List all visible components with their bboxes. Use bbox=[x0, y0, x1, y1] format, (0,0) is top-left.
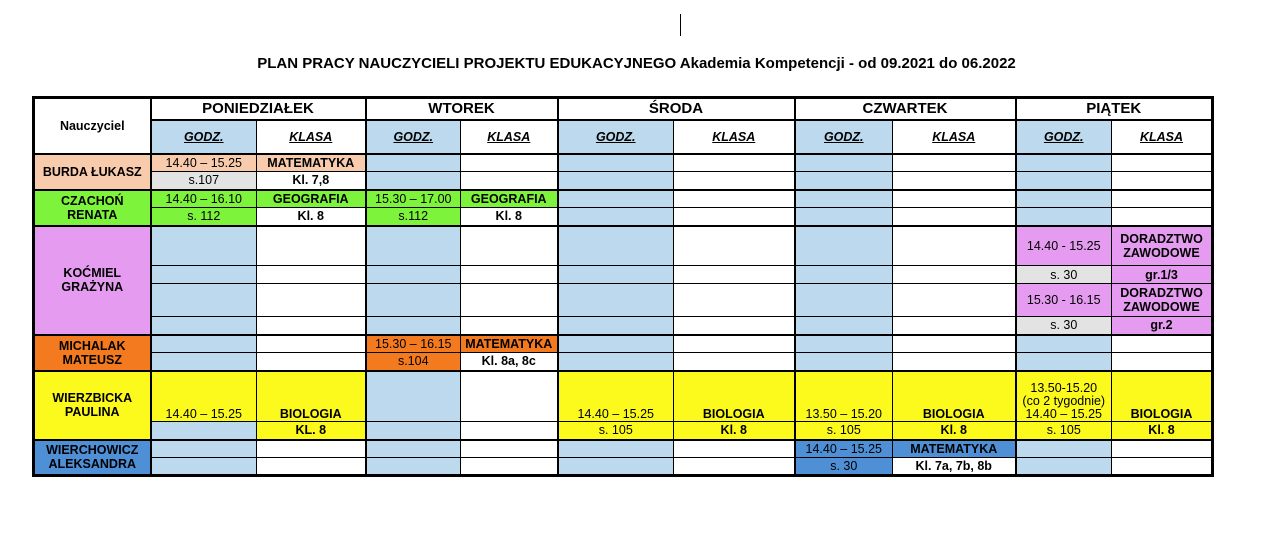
empty-class-cell bbox=[1112, 440, 1213, 458]
empty-time-cell bbox=[558, 190, 674, 208]
time-cell: 14.40 – 15.25 bbox=[558, 371, 674, 422]
class-cell: gr.2 bbox=[1112, 317, 1213, 335]
subject-cell: GEOGRAFIA bbox=[461, 190, 558, 208]
empty-time-cell bbox=[795, 266, 893, 284]
teacher-name: WIERZBICKA PAULINA bbox=[34, 371, 151, 440]
empty-time-cell bbox=[558, 353, 674, 371]
empty-time-cell bbox=[558, 208, 674, 226]
empty-time-cell bbox=[151, 266, 257, 284]
empty-class-cell bbox=[1112, 154, 1213, 172]
teacher-name: KOĆMIEL GRAŻYNA bbox=[34, 226, 151, 335]
day-header-wednesday: ŚRODA bbox=[558, 98, 795, 120]
godz-header: GODZ. bbox=[1016, 120, 1112, 154]
teacher-column-header: Nauczyciel bbox=[34, 98, 151, 154]
empty-time-cell bbox=[366, 172, 461, 190]
room-cell: s.104 bbox=[366, 353, 461, 371]
time-cell: 14.40 – 16.10 bbox=[151, 190, 257, 208]
empty-time-cell bbox=[366, 317, 461, 335]
day-header-tuesday: WTOREK bbox=[366, 98, 558, 120]
empty-class-cell bbox=[257, 458, 366, 476]
table-row bbox=[34, 422, 1213, 440]
time-cell: 15.30 – 17.00 bbox=[366, 190, 461, 208]
empty-time-cell bbox=[558, 266, 674, 284]
time-cell: 15.30 – 16.15 bbox=[366, 335, 461, 353]
empty-class-cell bbox=[461, 317, 558, 335]
empty-time-cell bbox=[795, 353, 893, 371]
table-row bbox=[34, 458, 1213, 476]
empty-class-cell bbox=[674, 317, 795, 335]
empty-class-cell bbox=[893, 172, 1016, 190]
class-cell: Kl. 7a, 7b, 8b bbox=[893, 458, 1016, 476]
day-header-friday: PIĄTEK bbox=[1016, 98, 1213, 120]
empty-class-cell bbox=[461, 458, 558, 476]
time-range: 14.40 – 15.25 bbox=[1025, 407, 1102, 421]
schedule-table bbox=[32, 96, 1214, 477]
time-cell: 14.40 - 15.25 bbox=[1016, 226, 1112, 266]
day-header-thursday: CZWARTEK bbox=[795, 98, 1016, 120]
empty-time-cell bbox=[1016, 335, 1112, 353]
klasa-header: KLASA bbox=[257, 120, 366, 154]
empty-time-cell bbox=[558, 226, 674, 266]
empty-class-cell bbox=[893, 266, 1016, 284]
table-row bbox=[34, 266, 1213, 284]
class-cell: Kl. 8 bbox=[1112, 422, 1213, 440]
empty-time-cell bbox=[366, 458, 461, 476]
class-cell: Kl. 8 bbox=[461, 208, 558, 226]
time-cell: 13.50 – 15.20 bbox=[795, 371, 893, 422]
empty-time-cell bbox=[366, 422, 461, 440]
empty-class-cell bbox=[1112, 458, 1213, 476]
room-cell: s. 30 bbox=[1016, 317, 1112, 335]
empty-class-cell bbox=[893, 284, 1016, 317]
teacher-name: MICHALAK MATEUSZ bbox=[34, 335, 151, 371]
subject-cell: BIOLOGIA bbox=[893, 371, 1016, 422]
subheader-row bbox=[34, 120, 1213, 154]
empty-class-cell bbox=[461, 371, 558, 422]
time-cell: 14.40 – 15.25 bbox=[151, 371, 257, 422]
room-cell: s. 105 bbox=[1016, 422, 1112, 440]
empty-time-cell bbox=[795, 284, 893, 317]
table-row bbox=[34, 317, 1213, 335]
empty-time-cell bbox=[366, 154, 461, 172]
empty-class-cell bbox=[674, 458, 795, 476]
empty-time-cell bbox=[1016, 190, 1112, 208]
class-cell: Kl. 8a, 8c bbox=[461, 353, 558, 371]
table-row bbox=[34, 284, 1213, 317]
subject-cell: GEOGRAFIA bbox=[257, 190, 366, 208]
subject-cell: BIOLOGIA bbox=[257, 371, 366, 422]
room-cell: s. 105 bbox=[795, 422, 893, 440]
table-row bbox=[34, 190, 1213, 208]
time-range: 13.50-15.20 bbox=[1030, 381, 1098, 395]
table-row bbox=[34, 371, 1213, 422]
empty-class-cell bbox=[1112, 353, 1213, 371]
empty-time-cell bbox=[558, 172, 674, 190]
empty-time-cell bbox=[366, 266, 461, 284]
empty-time-cell bbox=[795, 335, 893, 353]
empty-class-cell bbox=[893, 190, 1016, 208]
room-cell: s. 30 bbox=[795, 458, 893, 476]
empty-class-cell bbox=[1112, 335, 1213, 353]
empty-time-cell bbox=[558, 335, 674, 353]
empty-time-cell bbox=[558, 458, 674, 476]
empty-class-cell bbox=[1112, 208, 1213, 226]
empty-time-cell bbox=[151, 317, 257, 335]
page-title: PLAN PRACY NAUCZYCIELI PROJEKTU EDUKACYJNEGO Akademia Kompetencji - od 09.2021 do 06.2022 bbox=[257, 55, 1016, 72]
table-row bbox=[34, 440, 1213, 458]
empty-time-cell bbox=[795, 172, 893, 190]
frequency-note: (co 2 tygodnie) bbox=[1022, 394, 1106, 408]
empty-class-cell bbox=[257, 440, 366, 458]
empty-class-cell bbox=[893, 317, 1016, 335]
empty-time-cell bbox=[795, 208, 893, 226]
empty-class-cell bbox=[257, 226, 366, 266]
empty-time-cell bbox=[558, 440, 674, 458]
room-cell: s. 30 bbox=[1016, 266, 1112, 284]
empty-class-cell bbox=[674, 284, 795, 317]
empty-class-cell bbox=[461, 226, 558, 266]
empty-time-cell bbox=[366, 226, 461, 266]
empty-time-cell bbox=[1016, 208, 1112, 226]
table-row bbox=[34, 353, 1213, 371]
time-cell bbox=[1016, 371, 1112, 422]
class-cell: Kl. 7,8 bbox=[257, 172, 366, 190]
subject-cell: MATEMATYKA bbox=[893, 440, 1016, 458]
empty-class-cell bbox=[461, 422, 558, 440]
empty-class-cell bbox=[257, 353, 366, 371]
empty-class-cell bbox=[257, 266, 366, 284]
empty-class-cell bbox=[893, 154, 1016, 172]
empty-time-cell bbox=[151, 284, 257, 317]
class-cell: Kl. 8 bbox=[674, 422, 795, 440]
empty-time-cell bbox=[151, 353, 257, 371]
empty-class-cell bbox=[257, 317, 366, 335]
subject-cell: DORADZTWO ZAWODOWE bbox=[1112, 284, 1213, 317]
empty-class-cell bbox=[674, 208, 795, 226]
empty-time-cell bbox=[1016, 154, 1112, 172]
klasa-header: KLASA bbox=[461, 120, 558, 154]
empty-class-cell bbox=[257, 284, 366, 317]
empty-class-cell bbox=[893, 208, 1016, 226]
empty-class-cell bbox=[674, 266, 795, 284]
empty-time-cell bbox=[1016, 353, 1112, 371]
empty-time-cell bbox=[795, 226, 893, 266]
empty-time-cell bbox=[795, 317, 893, 335]
subject-cell: BIOLOGIA bbox=[674, 371, 795, 422]
empty-time-cell bbox=[151, 335, 257, 353]
empty-class-cell bbox=[1112, 172, 1213, 190]
room-cell: s. 112 bbox=[151, 208, 257, 226]
empty-class-cell bbox=[674, 226, 795, 266]
subject-cell: MATEMATYKA bbox=[257, 154, 366, 172]
empty-class-cell bbox=[461, 172, 558, 190]
empty-time-cell bbox=[795, 154, 893, 172]
empty-time-cell bbox=[366, 371, 461, 422]
subject-cell: DORADZTWO ZAWODOWE bbox=[1112, 226, 1213, 266]
empty-class-cell bbox=[461, 440, 558, 458]
empty-time-cell bbox=[151, 458, 257, 476]
empty-class-cell bbox=[1112, 190, 1213, 208]
empty-class-cell bbox=[893, 353, 1016, 371]
klasa-header: KLASA bbox=[893, 120, 1016, 154]
class-cell: gr.1/3 bbox=[1112, 266, 1213, 284]
godz-header: GODZ. bbox=[366, 120, 461, 154]
klasa-header: KLASA bbox=[1112, 120, 1213, 154]
subject-cell: BIOLOGIA bbox=[1112, 371, 1213, 422]
godz-header: GODZ. bbox=[558, 120, 674, 154]
empty-class-cell bbox=[257, 335, 366, 353]
empty-time-cell bbox=[558, 317, 674, 335]
godz-header: GODZ. bbox=[795, 120, 893, 154]
empty-time-cell bbox=[1016, 172, 1112, 190]
teacher-name: CZACHOŃ RENATA bbox=[34, 190, 151, 226]
time-cell: 14.40 – 15.25 bbox=[795, 440, 893, 458]
empty-time-cell bbox=[558, 284, 674, 317]
class-cell: Kl. 8 bbox=[893, 422, 1016, 440]
empty-class-cell bbox=[674, 335, 795, 353]
time-cell: 15.30 - 16.15 bbox=[1016, 284, 1112, 317]
empty-class-cell bbox=[674, 440, 795, 458]
empty-time-cell bbox=[151, 440, 257, 458]
empty-class-cell bbox=[461, 284, 558, 317]
empty-time-cell bbox=[1016, 458, 1112, 476]
empty-class-cell bbox=[461, 154, 558, 172]
time-cell: 14.40 – 15.25 bbox=[151, 154, 257, 172]
empty-class-cell bbox=[674, 190, 795, 208]
day-header-monday: PONIEDZIAŁEK bbox=[151, 98, 366, 120]
empty-time-cell bbox=[1016, 440, 1112, 458]
class-cell: KL. 8 bbox=[257, 422, 366, 440]
empty-class-cell bbox=[674, 154, 795, 172]
empty-time-cell bbox=[795, 190, 893, 208]
table-row bbox=[34, 172, 1213, 190]
text-cursor bbox=[680, 14, 681, 36]
subject-cell: MATEMATYKA bbox=[461, 335, 558, 353]
day-header-row bbox=[34, 98, 1213, 120]
room-cell: s.112 bbox=[366, 208, 461, 226]
empty-class-cell bbox=[461, 266, 558, 284]
room-cell: s. 105 bbox=[558, 422, 674, 440]
empty-class-cell bbox=[893, 335, 1016, 353]
empty-class-cell bbox=[674, 172, 795, 190]
class-cell: Kl. 8 bbox=[257, 208, 366, 226]
empty-time-cell bbox=[151, 226, 257, 266]
table-row bbox=[34, 208, 1213, 226]
teacher-name: BURDA ŁUKASZ bbox=[34, 154, 151, 190]
table-row bbox=[34, 335, 1213, 353]
empty-time-cell bbox=[366, 284, 461, 317]
empty-time-cell bbox=[151, 422, 257, 440]
klasa-header: KLASA bbox=[674, 120, 795, 154]
table-row bbox=[34, 226, 1213, 266]
table-row bbox=[34, 154, 1213, 172]
empty-time-cell bbox=[558, 154, 674, 172]
empty-time-cell bbox=[366, 440, 461, 458]
empty-class-cell bbox=[893, 226, 1016, 266]
godz-header: GODZ. bbox=[151, 120, 257, 154]
empty-class-cell bbox=[674, 353, 795, 371]
room-cell: s.107 bbox=[151, 172, 257, 190]
teacher-name: WIERCHOWICZ ALEKSANDRA bbox=[34, 440, 151, 476]
